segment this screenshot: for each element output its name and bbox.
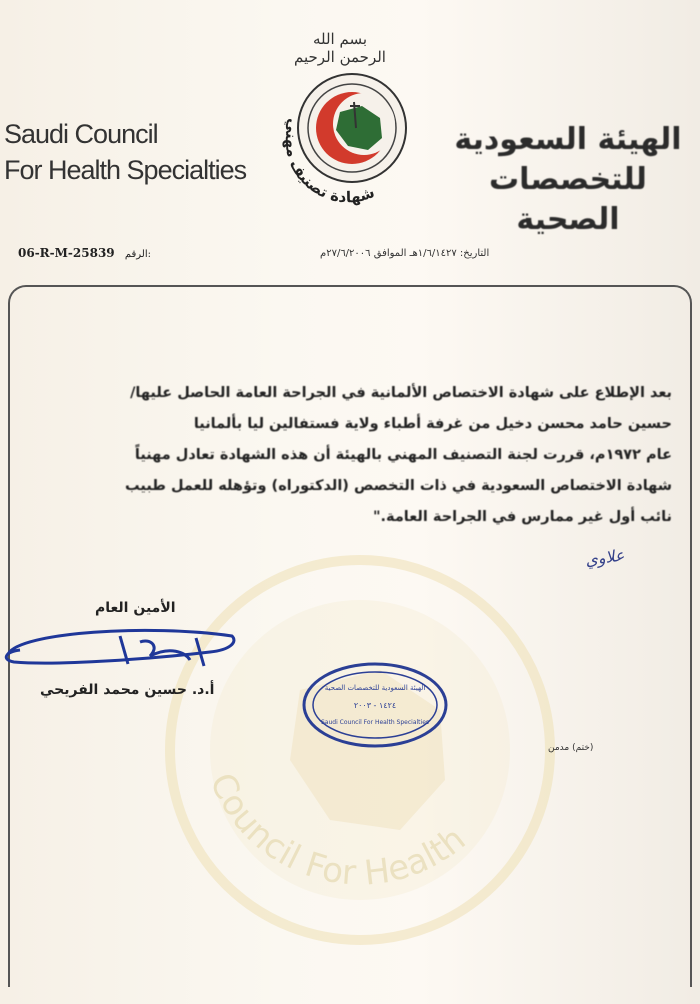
secretary-general-name: أ.د. حسين محمد الفريحي	[40, 682, 215, 698]
logo-arc-text: شهادة تصنيف مهني	[281, 116, 377, 207]
body-line-5: نائب أول غير ممارس في الجراحة العامة."	[372, 509, 672, 525]
body-line-2: حسين حامد محسن دخيل من غرفة أطباء ولاية فستفالين ليا بألمانيا	[193, 416, 672, 432]
official-stamp	[300, 660, 450, 750]
reference-label: الرقم:	[124, 249, 151, 260]
body-line-3: عام ١٩٧٢م، قررت لجنة التصنيف المهني بالهيئة أن هذه الشهادة تعادل مهنياً	[134, 447, 672, 463]
arabic-title-line1: الهيئة السعودية	[454, 122, 682, 157]
body-line-4: شهادة الاختصاص السعودية في ذات التخصص (الدكتوراه) وتؤهله للعمل طبيب	[125, 478, 672, 494]
english-title-line1: Saudi Council	[4, 119, 158, 149]
basmala: بسم الله الرحمن الرحيم	[294, 30, 386, 66]
stamp-top-text: الهيئة السعودية للتخصصات الصحية	[324, 684, 426, 692]
arabic-organization-title	[448, 120, 688, 240]
english-title-line2: For Health Specialties	[4, 155, 247, 185]
reference-number: 06-R-M-25839	[18, 246, 115, 260]
reference	[18, 246, 151, 260]
council-logo	[270, 68, 430, 208]
arabic-title-line2: للتخصصات الصحية	[489, 162, 647, 237]
watermark-seal	[150, 540, 570, 960]
issue-date: التاريخ: ١/٦/١٤٢٧هـ الموافق ٢٧/٦/٢٠٠٦م	[320, 248, 490, 259]
stamp-bottom-text: Saudi Council For Health Specialties	[320, 719, 430, 726]
watermark-text: Council For Health	[201, 767, 474, 894]
signature	[0, 616, 240, 686]
footer-note: (ختم) مدمن	[548, 743, 594, 753]
certificate-body	[32, 378, 672, 533]
stamp-mid-text: ١٤٢٤ - ٢٠٠٣	[353, 701, 397, 710]
secretary-general-title: الأمين العام	[95, 600, 176, 616]
body-line-1: بعد الإطلاع على شهادة الاختصاص الألمانية في الجراحة العامة الحاصل عليها/	[130, 385, 672, 401]
handwritten-note: علاوي	[583, 545, 626, 570]
english-organization-title	[4, 116, 246, 188]
